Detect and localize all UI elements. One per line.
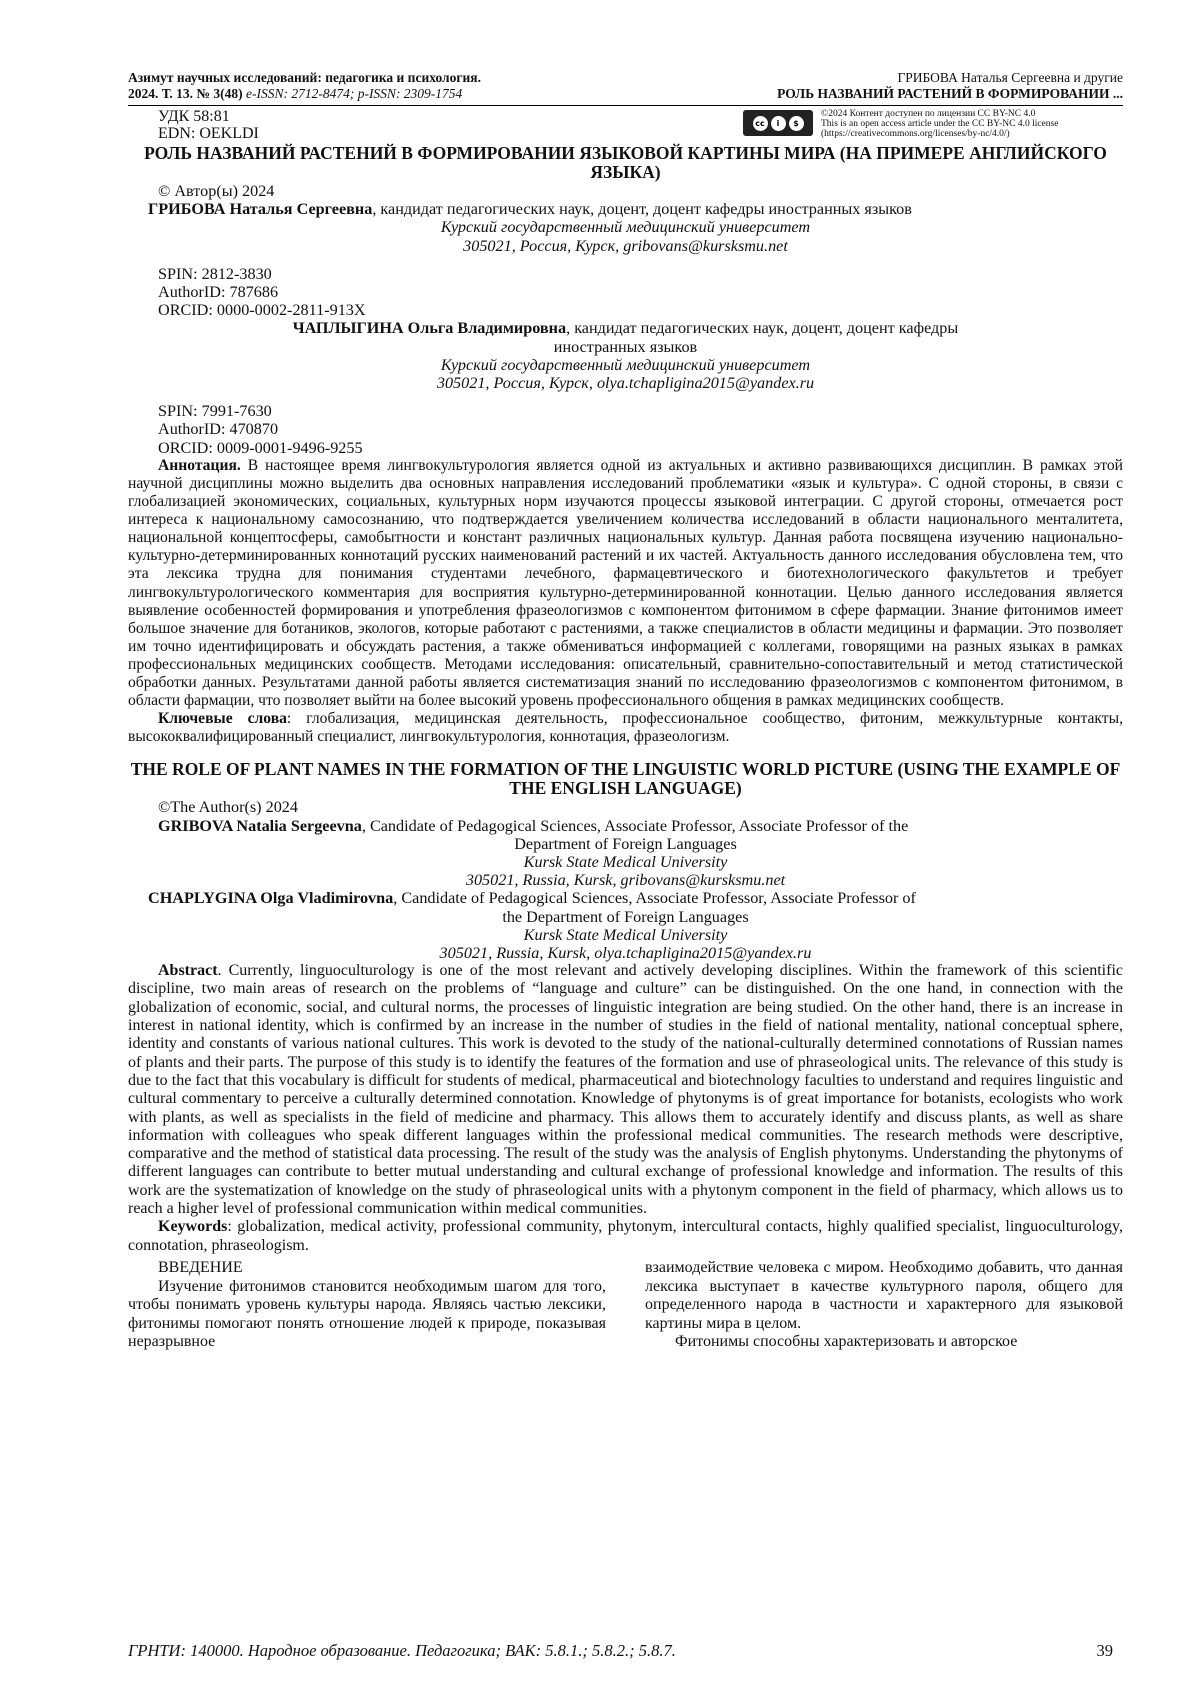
ru-abstract-text: В настоящее время лингвокультурология является одной из актуальных и активно развивающихся дисциплин. В рамках этой научной дисциплины можно выделить два основных направления исследований проблематики «язык и культура». С одной стороны, в связи с глобализацией экономических, социальных, культурных норм изучаются процессы языковой интеграции. С другой стороны, отмечается рост интереса к национальному самосознанию, что подтверждается увеличением количества исследований в области национального менталитета, национальной концептосферы, самобытности и констант различных национальных культур. Данная работа посвящена изучению национально-культурно-детерминированных коннотаций русских наименований растений и их частей. Актуальность данного исследования обусловлена тем, что эта лексика трудна для понимания студентами лечебного, фармацевтического и биотехнологического факультетов и требует лингвокультурологического комментария для восприятия культурно-детерминированной коннотации. Целью данного исследования является выявление особенностей формирования и употребления фразеологизмов с компонентом фитонимом в сфере фармации. Знание фитонимов имеет большое значение для ботаников, экологов, которые работают с растениями, а также специалистов в области медицины и фармации. Это позволяет им точно идентифицировать и обсуждать растения, а также обмениваться информацией с коллегами, говорящими на разных языках в рамках профессиональных медицинских сообществ. Методами исследования: описательный, сравнительно-сопоставительный и метод статистической обработки данных. Результатами данной работы является систематизация знаний по исследованию фразеологизмов с компонентом фитонимом, в области фармации, что позволяет выйти на более высокий уровень профессионального общения в рамках медицинских сообществ. <box>128 456 1123 710</box>
en-author1-position-cont: Department of Foreign Languages <box>514 834 737 853</box>
journal-info <box>128 70 481 102</box>
ru-abstract-label: Аннотация. <box>158 456 241 474</box>
article-running-title <box>777 70 1123 102</box>
journal-name: Азимут научных исследований: педагогика и психология. <box>128 70 481 85</box>
en-title: THE ROLE OF PLANT NAMES IN THE FORMATION OF THE LINGUISTIC WORLD PICTURE (USING THE EXAMPLE OF THE ENGLISH LANGUAGE) <box>130 759 1121 799</box>
en-author2-org: Kursk State Medical University <box>523 925 728 944</box>
en-author1-org: Kursk State Medical University <box>523 852 728 871</box>
ru-author1-authorid: AuthorID: 787686 <box>158 283 279 302</box>
intro-left-text: Изучение фитонимов становится необходимым шагом для того, чтобы понимать уровень культуры народа. Являясь частью лексики, фитонимы помогают понять отношение людей к природе, показывая неразрывное <box>128 1277 606 1351</box>
ru-author2-name: ЧАПЛЫГИНА Ольга Владимировна <box>292 319 567 338</box>
ru-copyright: © Автор(ы) 2024 <box>158 182 275 200</box>
body-columns <box>128 1259 1123 1352</box>
header-rule <box>128 105 1123 106</box>
en-author2-position: , Candidate of Pedagogical Sciences, Associate Professor, Associate Professor of <box>393 889 916 908</box>
ru-abstract <box>128 457 1123 710</box>
license-line-ru: ©2024 Контент доступен по лицензии CC BY-NC 4.0 <box>821 109 1036 119</box>
en-author1-position: , Candidate of Pedagogical Sciences, Associate Professor, Associate Professor of the <box>361 816 909 835</box>
ru-author1-orcid: ORCID: 0000-0002-2811-913X <box>158 301 366 320</box>
ru-keywords <box>128 710 1123 746</box>
left-column <box>128 1259 606 1352</box>
en-author2-address: 305021, Russia, Kursk, olya.tchapligina2015@yandex.ru <box>439 943 812 962</box>
ru-author2-address: 305021, Россия, Курск, olya.tchapligina2015@yandex.ru <box>436 374 815 393</box>
ru-author2-position: , кандидат педагогических наук, доцент, доцент кафедры <box>566 319 959 338</box>
en-author2-position-cont: the Department of Foreign Languages <box>502 907 749 926</box>
right-column <box>645 1259 1123 1352</box>
en-keywords-text: : globalization, medical activity, professional community, phytonym, intercultural contacts, highly qualified specialist, linguoculturology, connotation, phraseologism. <box>128 1218 1123 1254</box>
en-keywords-label: Keywords <box>158 1218 228 1236</box>
ru-author1-address: 305021, Россия, Курск, gribovans@kursksmu.net <box>463 236 788 255</box>
footer-classification: ГРНТИ: 140000. Народное образование. Педагогика; ВАК: 5.8.1.; 5.8.2.; 5.8.7. <box>128 1641 676 1660</box>
en-keywords <box>128 1218 1123 1255</box>
udk: УДК 58:81 <box>158 108 230 125</box>
intro-right-text-2: Фитонимы способны характеризовать и авторское <box>675 1333 1018 1351</box>
en-copyright: ©The Author(s) 2024 <box>158 798 298 817</box>
ru-title: РОЛЬ НАЗВАНИЙ РАСТЕНИЙ В ФОРМИРОВАНИИ ЯЗЫКОВОЙ КАРТИНЫ МИРА (НА ПРИМЕРЕ АНГЛИЙСКОГО ЯЗЫКА) <box>144 143 1107 182</box>
ru-author2 <box>128 319 1123 337</box>
ru-author1-name: ГРИБОВА Наталья Сергеевна <box>148 200 373 219</box>
journal-issue: 2024. Т. 13. № 3(48) <box>128 86 243 101</box>
ru-author2-authorid: AuthorID: 470870 <box>158 420 279 439</box>
intro-heading: ВВЕДЕНИЕ <box>158 1258 243 1276</box>
en-abstract <box>128 962 1123 1218</box>
en-abstract-label: Abstract <box>158 962 218 980</box>
license-text <box>821 109 1058 139</box>
license-line-en: This is an open access article under the CC BY-NC 4.0 license <box>821 119 1059 129</box>
page-footer <box>128 1641 1123 1661</box>
intro-right-text: взаимодействие человека с миром. Необходимо добавить, что данная лексика выступает в качестве культурного пароля, общего для определенного народа в частности и характерного для языковой картины мира в целом. <box>645 1258 1123 1332</box>
running-authors: ГРИБОВА Наталья Сергеевна и другие <box>897 70 1123 85</box>
ru-author2-org: Курский государственный медицинский университет <box>440 355 811 374</box>
en-author2-name: CHAPLYGINA Olga Vladimirovna <box>148 889 394 908</box>
license-block <box>743 110 1113 140</box>
journal-issn: e-ISSN: 2712-8474; p-ISSN: 2309-1754 <box>245 86 463 101</box>
en-abstract-text: . Currently, linguoculturology is one of the most relevant and actively developing disciplines. Within the framework of this scientific discipline, two main areas of research on the problems of “language and culture” can be distinguished. On the one hand, in connection with the globalization of economic, social, and cultural norms, the processes of linguistic integration are being studied. On the other hand, there is an increase in interest in national identity, which is confirmed by an increase in the number of studies in the field of national mentality, national conceptual sphere, identity and constants of various national cultures. This work is devoted to the study of the national-culturally determined connotations of Russian names of plants and their parts. The purpose of this study is to identify the features of the formation and use of phraseological units. The relevance of this study is due to the fact that this vocabulary is difficult for students of medical, pharmaceutical and biotechnology faculties to understand and requires linguistic and cultural commentary to perceive a culturally determined connotation. Knowledge of phytonyms is of great importance for botanists, ecologists who work with plants, as well as specialists in the field of medicine and pharmacy. This allows them to accurately identify and discuss plants, as well as share information with colleagues who speak different languages within the professional medical communities. The research methods were descriptive, comparative and the method of statistical data processing. The result of the study was the analysis of English phytonyms. Understanding the phytonyms of different languages can contribute to better mutual understanding and cultural exchange of professional knowledge and information. The results of this work are the systematization of knowledge on the study of phraseological units with a phytonym component in the field of pharmacy, which allows us to reach a higher level of professional communication within medical communities. <box>128 962 1123 1218</box>
en-author2 <box>128 889 1123 907</box>
license-link[interactable]: (https://creativecommons.org/licenses/by-nc/4.0/) <box>821 129 1010 139</box>
edn: EDN: OEKLDI <box>158 125 259 142</box>
ru-keywords-text: : глобализация, медицинская деятельность, профессиональное сообщество, фитоним, межкультурные контакты, высококвалифицированный специалист, лингвокультурология, коннотация, фразеологизм. <box>128 710 1123 746</box>
ru-author1-spin: SPIN: 2812-3830 <box>158 264 272 283</box>
ru-author1-org: Курский государственный медицинский университет <box>440 218 811 237</box>
en-author1 <box>128 817 1123 835</box>
ru-author2-orcid: ORCID: 0009-0001-9496-9255 <box>158 438 363 457</box>
en-author1-address: 305021, Russia, Kursk, gribovans@kursksmu.net <box>465 871 786 890</box>
running-title: РОЛЬ НАЗВАНИЙ РАСТЕНИЙ В ФОРМИРОВАНИИ ... <box>777 86 1123 101</box>
article-page <box>128 70 1123 1352</box>
ru-keywords-label: Ключевые слова <box>158 710 287 728</box>
page-number: 39 <box>1096 1641 1113 1660</box>
cc-license-icon[interactable]: cc i $ <box>743 110 813 136</box>
ru-author1 <box>128 200 1123 218</box>
running-header <box>128 70 1123 104</box>
ru-author1-position: , кандидат педагогических наук, доцент, доцент кафедры иностранных языков <box>372 200 912 219</box>
en-author1-name: GRIBOVA Natalia Sergeevna <box>158 816 362 835</box>
ru-author2-position-cont: иностранных языков <box>553 337 698 356</box>
ru-author2-spin: SPIN: 7991-7630 <box>158 402 272 421</box>
article-meta <box>128 108 1123 142</box>
